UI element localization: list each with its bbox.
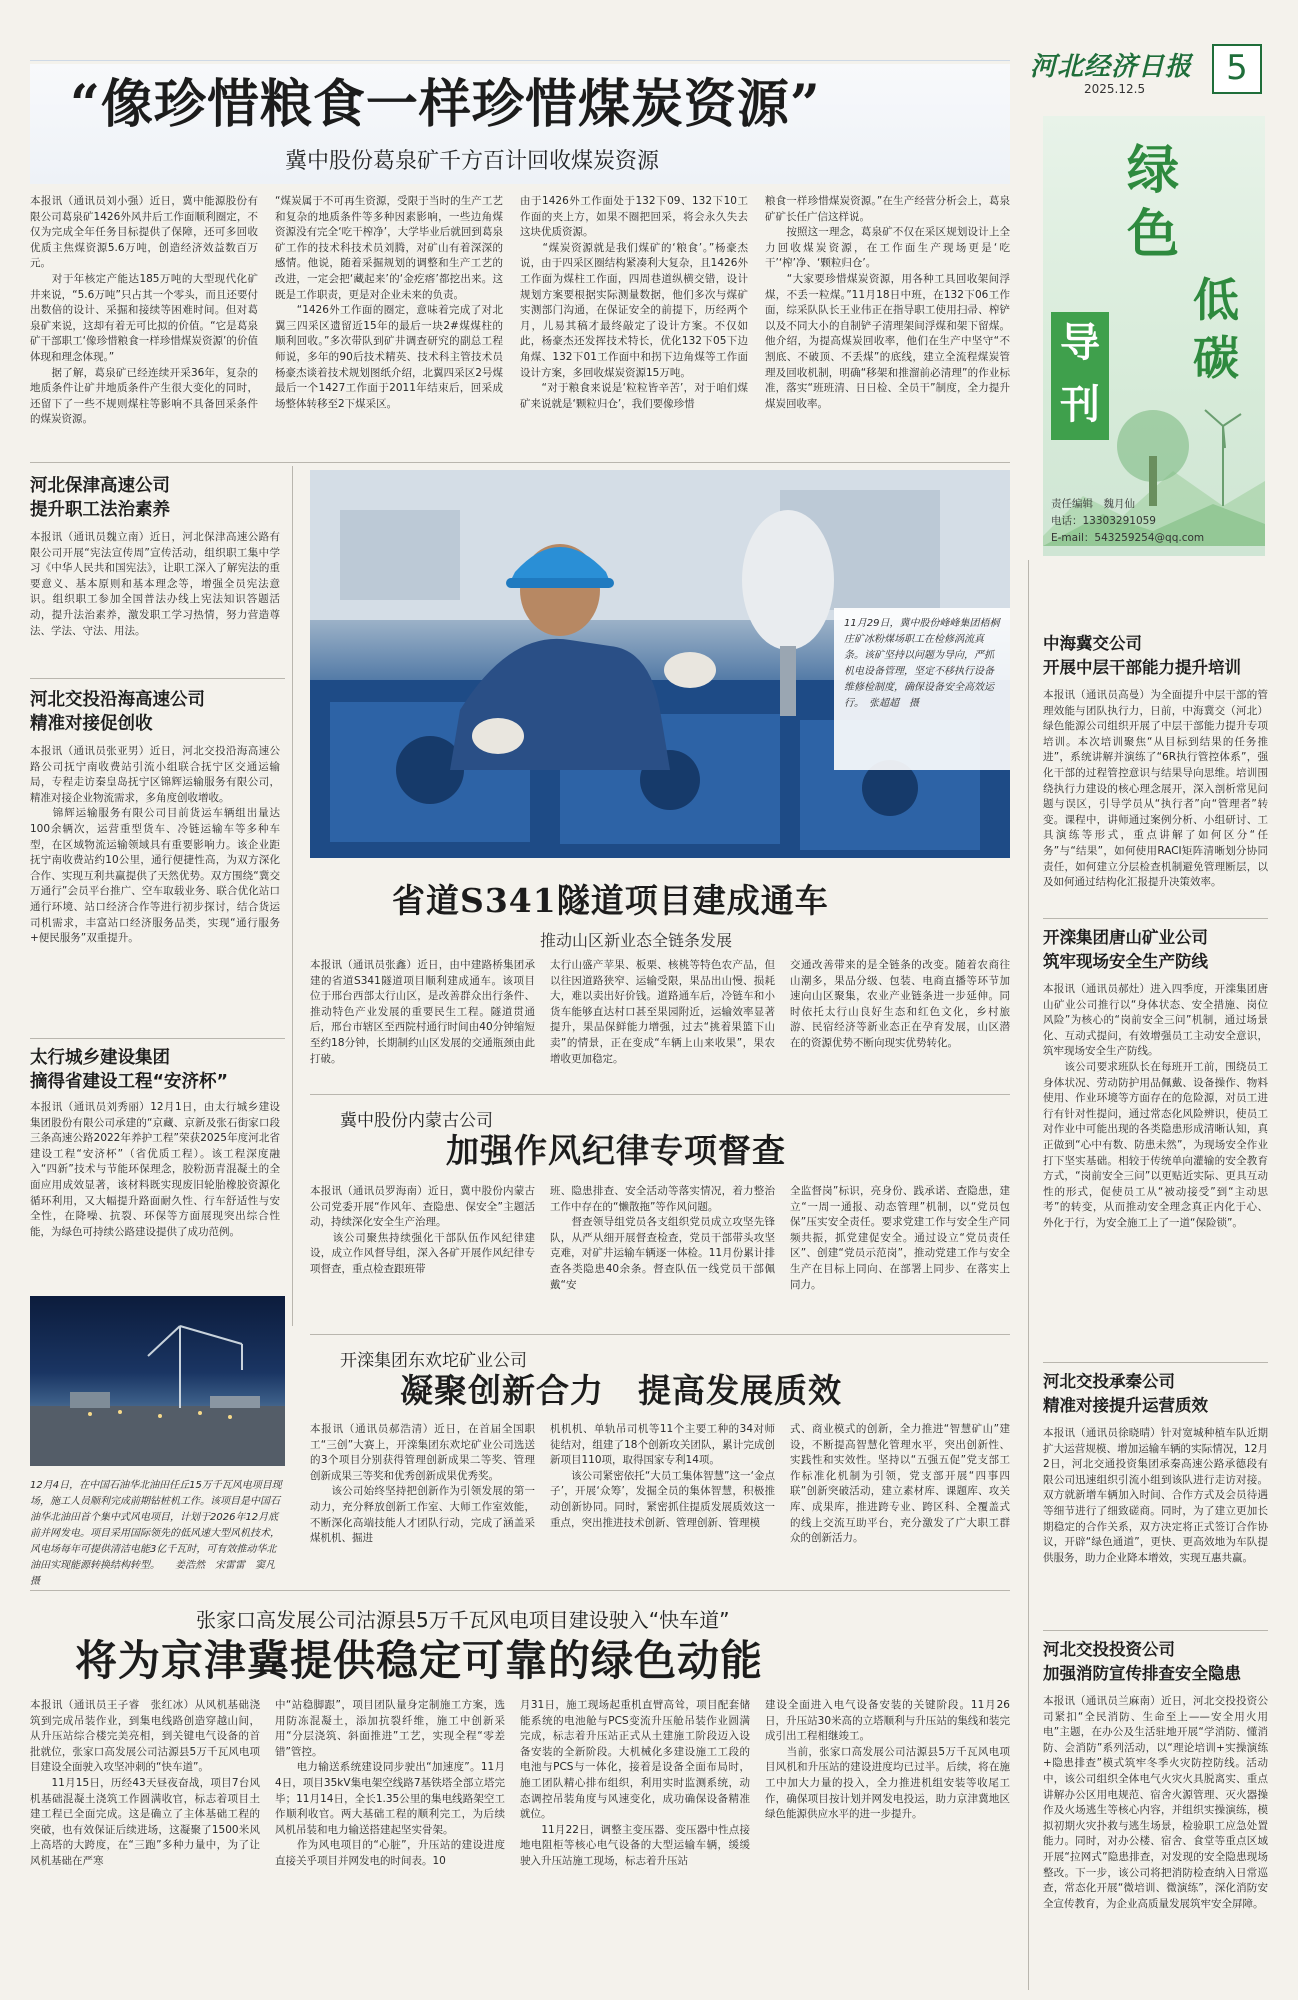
right-brief-2-title: 开滦集团唐山矿业公司 筑牢现场安全生产防线 — [1043, 928, 1208, 971]
wind-turbine-icon — [1205, 410, 1241, 506]
discipline-column-3: 全监督岗”标识，亮身份、践承诺、查隐患，建立“一周一通报、动态管理”机制，以“党员包保”压实安全责任。要求党建工作与安全生产同频共振，抓党建促安全。通过设立“党员责任区”、创建“党员示范岗”，推动党建工作与安全生产在目标上同向、在部署上同步、在落实上同力。 — [790, 1185, 1010, 1291]
wind-headline: 将为京津冀提供稳定可靠的绿色动能 — [75, 1636, 764, 1685]
masthead — [1030, 44, 1270, 104]
photo-wind-construction — [30, 1296, 285, 1466]
left-brief-3-title: 太行城乡建设集团 摘得省建设工程“安济杯” — [30, 1048, 229, 1092]
right-brief-3-title: 河北交投承秦公司 精准对接提升运营质效 — [1043, 1372, 1208, 1415]
tunnel-column-1: 本报讯（通讯员张鑫）近日，由中建路桥集团承建的省道S341隧道项目顺利建成通车。该项目位于邢台西部太行山区，是改善群众出行条件、推动特色产业发展的重要民生工程。隧道贯通后，邢台市辖区至西院村通行时间由40分钟缩短至约18分钟，长期制约山区发展的交通瓶颈由此打破。 — [310, 959, 535, 1065]
left-brief-2-title: 河北交投沿海高速公司 精准对接促创收 — [30, 690, 205, 734]
guide-title-3: 低 — [1193, 273, 1239, 327]
discipline-kicker: 冀中股份内蒙古公司 — [340, 1111, 493, 1131]
photo-main-caption: 11月29日，冀中股份峰峰集团梧桐庄矿冰粉煤场职工在检修涡流真条。该矿坚持以问题为导向，严抓机电设备管理，坚定不移执行设备维修检制度，确保设备安全高效运行。 张超超 摄 — [844, 618, 1000, 709]
photo-wind-caption: 12月4日，在中国石油华北油田任丘15万千瓦风电项目现场，施工人员顺利完成前期钻桩机工作。该项目是中国石油华北油田首个集中式风电项目，计划于2026年12月底前并网发电。项目采用国际领先的低风速大型风机技术，风电场每年可提供清洁电能3亿千瓦时，可有效推动华北油田实现能源转换结构转型。 姜浩然 宋雷雷 窦凡 摄 — [30, 1480, 285, 1587]
guide-label-2: 刊 — [1060, 382, 1100, 428]
tunnel-headline: 省道S341隧道项目建成通车 — [392, 881, 829, 920]
issue-date: 2025.12.5 — [1084, 82, 1146, 96]
right-brief-3-body: 本报讯（通讯员徐晓晴）针对宽城种植车队近期扩大运营规模、增加运输车辆的实际情况，12月2日，河北交通投资集团承秦高速公路承德段有限公司迅速组织引流小组到该队进行走访对接。双方就新增车辆加入时间、合作方式及会员待遇等细节进行了细致磋商。同时，为了建立更加长期稳定的合作关系，双方决定将正式签订合作协议，开辟“绿色通道”，更快、更高效地为车队提供服务，助力企业降本增效，实现互惠共赢。 — [1043, 1427, 1268, 1564]
innovation-kicker: 开滦集团东欢坨矿业公司 — [340, 1351, 527, 1371]
wind-column-1: 本报讯（通讯员王子睿 张红冰）从风机基础浇筑到完成吊装作业，到集电线路创造穿越山间，从升压站综合楼完美亮相，到关键电气设备的首批就位，张家口高发展公司沽源县5万千瓦风电项目建设全面驶入攻坚冲刺的“快车道”。 11月15日，历经43天昼夜奋战，项目7台风机基础混凝土浇筑工作圆满收官，标志着项目土建工程已全面完成。这是确立了主体基础工程的突破，也有效保证后续进场，这凝聚了1500米风上高塔的大跨度，在“三跑”多种力量中，为了让风机基础在严寒 — [30, 1699, 260, 1867]
tunnel-column-3: 交通改善带来的是全链条的改变。随着农商往山潮多，果品分级、包装、电商直播等环节加速向山区聚集，农业产业链条进一步延伸。同时依托太行山良好生态和红色文化，乡村旅游、民宿经济等新业态正在孕育发展，山区潜在的资源优势不断向现实优势转化。 — [790, 959, 1010, 1049]
lead-column-1: 本报讯（通讯员刘小强）近日，冀中能源股份有限公司葛泉矿1426外风井后工作面顺利圈定，不仅为完成全年任务目标提供了保障，还可多回收优质主焦煤资源5.6万吨，创造经济效益数百万元。 对于年核定产能达185万吨的大型现代化矿井来说，“5.6万吨”只占其一个零头，而且还要付出数倍的设计、采掘和接续等困难时间。但对葛泉矿来说，这却有着无可比拟的价值。“它是葛泉矿干部职工‘像珍惜粮食一样珍惜煤炭资源’的价值体现和理念体现。” 据了解，葛泉矿已经连续开采36年，复杂的地质条件让矿井地质条件产生很大变化的同时，还留下了一些不规则煤柱等影响不具备回采条件的煤炭资源。 — [30, 195, 258, 426]
lead-headline: “像珍惜粮食一样珍惜煤炭资源” — [70, 74, 821, 135]
innovation-headline: 凝聚创新合力 提高发展质效 — [400, 1371, 842, 1410]
page-number: 5 — [1226, 48, 1248, 88]
wind-column-2: 中“站稳脚跟”，项目团队量身定制施工方案，选用防冻混凝土，添加抗裂纤维，施工中创新采用“分层浇筑、斜面推进”工艺，实现全程“零差错”管控。 电力输送系统建设同步驶出“加速度”。11月4日，项目35kV集电架空线路7基铁塔全部立塔完毕；11月14日，全长1.35公里的集电线路架空工作顺利收官。两大基础工程的顺利完工，为后续风机吊装和电力输送搭建起坚实骨架。 作为风电项目的“心脏”，升压站的建设进度直接关乎项目并网发电的时间表。10 — [275, 1699, 505, 1867]
innovation-column-3: 式、商业模式的创新，全力推进“智慧矿山”建设，不断提高智慧化管理水平，突出创新性、实践性和实效性。坚持以“五强五促”党支部工作标准化机制为引领，党支部开展“四事四联”创新突破活动，建立素材库、课题库、攻关库、成果库，推进跨专业、跨区科、全覆盖式的线上交流互助平台，充分激发了广大职工群众的创新活力。 — [790, 1423, 1010, 1545]
lead-column-2: “煤炭属于不可再生资源，受限于当时的生产工艺和复杂的地质条件等多种因素影响，一些边角煤资源没有完全‘吃干榨净’，大学毕业后就回到葛泉矿工作的技术科技术员刘腾，对矿山有着深深的感情。他说，随着采掘规划的调整和生产工艺的改进，一定会把‘藏起来’的‘金疙瘩’都挖出来。这既是工作职责，更是对企业未来的负责。 “1426外工作面的圈定，意味着完成了对北翼三四采区遗留近15年的最后一块2#煤煤柱的顺利回收。”多次带队到矿井调查研究的副总工程师说，多年的90后技术精英、技术科主管技术员杨豪杰谈着技术规划图纸介绍，北翼四采区2号煤最后一个1427工作面于2011年结束后，回采成场整体转移至2下煤采区。 — [275, 195, 503, 410]
right-brief-4-title: 河北交投投资公司 加强消防宣传排查安全隐患 — [1043, 1640, 1241, 1683]
innovation-column-2: 机机机、单轨吊司机等11个主要工种的34对师徒结对，组建了18个创新攻关团队，累计完成创新项目110项，取得国家专利14项。 该公司紧密依托“大员工集体智慧”这一‘金点子’，开展‘众筹’，发掘全员的集体智慧，积极推动创新协同。同时，紧密抓住提质发展质效这一重点，突出推进技术创新、管理创新、管理模 — [550, 1423, 775, 1529]
lead-column-4: 粮食一样珍惜煤炭资源。”在生产经营分析会上，葛泉矿矿长任广信这样说。 按照这一理念，葛泉矿不仅在采区规划设计上全力回收煤炭资源，在工作面生产现场更是‘吃干’‘榨’净、‘颗粒归仓’。 “大家要珍惜煤炭资源，用各种工具回收架间浮煤，不丢一粒煤。”11月18日中班，在132下06工作面，综采队队长王业伟正在指导职工使用扫帚、榨铲以及不同大小的自制铲子清理架间浮煤和架下留煤。他介绍，为提高煤炭回收率，他们在生产中坚守“不割底、不破顶、不丢煤”的底线，建立全流程煤炭管理及回收机制，明确“移架和推溜前必清理”的作业标准，落实“班班清、日日检、全员干”制度，全力提升煤炭回收率。 — [765, 195, 1010, 410]
guide-title-4: 碳 — [1193, 331, 1239, 385]
guide-title-2: 色 — [1127, 204, 1180, 265]
wind-column-3: 月31日，施工现场起重机直臂高耸，项目配套储能系统的电池舱与PCS变流升压舱吊装作业圆满完成，标志着升压站正式从土建施工阶段迈入设备安装的全新阶段。大机械化多建设施工工段的电池与PCS与一体化，接着是设备全面布局时，施工团队精心排布组织，利用实时监测系统，动态调控吊装角度与风速变化，成功确保设备精准就位。 11月22日，调整主变压器、变压器中性点接地电阻柜等核心电气设备的大型运输车辆，缓缓驶入升压站施工现场，标志着升压站 — [520, 1699, 750, 1867]
tunnel-column-2: 太行山盛产苹果、板栗、核桃等特色农产品，但以往因道路狭窄、运输受限，果品出山慢、损耗大，难以卖出好价钱。道路通车后，冷链车和小货车能够直达村口甚至果园附近，运输效率显著提升，果品保鲜能力增强，过去“挑着果篮下山卖”的情景，正在变成“车辆上山来收果”，果农增收更加稳定。 — [550, 959, 775, 1065]
left-brief-3-body: 本报讯（通讯员刘秀丽）12月1日，由太行城乡建设集团股份有限公司承建的“京藏、京新及张石街家口段三条高速公路2022年养护工程”荣获2025年度河北省建设工程“安济杯”（省优质工程）。该工程深度融入“四新”技术与节能环保理念，胶粉沥青混凝土的全面应用成效显著，该材料既实现废旧轮胎橡胶资源化循环利用，又大幅提升路面耐久性、行车舒适性与安全性，在降噪、抗裂、环保等方面展现突出综合性能，为绿色可持续公路建设提供了成功范例。 — [30, 1101, 280, 1238]
left-brief-2-body: 本报讯（通讯员张亚男）近日，河北交投沿海高速公路公司抚宁南收费站引流小组联合抚宁区交通运输局，专程走访秦皇岛抚宁区锦辉运输服务有限公司，精准对接企业物流需求，多角度创收增收。 锦辉运输服务有限公司目前货运车辆组出量达100余辆次，运营重型货车、冷链运输车等多种车型，在区域物流运输领域具有重要影响力。该企业距抚宁南收费站约10公里，通行便捷性高，为双方深化合作、实现互利共赢提供了天然优势。双方围绕“冀交万通行”会员平台推广、空车取载业务、联合优化站口通行环境、站口经济合作等进行初步探讨，结合货运司机需求，丰富站口经济服务品类，实现“通行服务+便民服务”双重提升。 — [30, 745, 280, 945]
page-number-box — [1212, 44, 1262, 94]
paper-name: 河北经济日报 — [1030, 52, 1193, 82]
innovation-column-1: 本报讯（通讯员郝浩清）近日，在首届全国职工“三创”大赛上，开滦集团东欢坨矿业公司选送的3个项目分别获得管理创新成果二等奖、管理创新成果三等奖和优秀创新成果优秀奖。 该公司始终坚持把创新作为引领发展的第一动力，充分释放创新工作室、大师工作室效能，不断深化高端技能人才团队行动，完成了涵盖采煤机机、掘进 — [310, 1423, 535, 1545]
photo-main-caption-box — [834, 608, 1010, 770]
right-brief-4-body: 本报讯（通讯员兰麻南）近日，河北交投投资公司紧扣“全民消防、生命至上——安全用火用电”主题，在办公及生活驻地开展“学消防、懂消防、会消防”系列活动，以“理论培训+实操演练+隐患排查”模式筑牢冬季火灾防控防线。活动中，该公司组织全体电气火灾火具脱离实、重点讲解办公区用电规范、宿舍火源管理、灭火器操作及火场逃生等核心内容，并组织实操演练，模拟初期火灾扑救与逃生场景，检验职工应急处置能力。同时，对办公楼、宿舍、食堂等重点区域开展“拉网式”隐患排查，对发现的安全隐患现场整改。下一步，该公司将把消防检查纳入日常巡查，常态化开展“微培训、微演练”，深化消防安全宣传教育，为企业高质量发展筑牢安全屏障。 — [1043, 1695, 1268, 1910]
lead-column-3: 由于1426外工作面处于132下09、132下10工作面的夹上方，如果不圈把回采，将会永久失去这块优质资源。 “煤炭资源就是我们煤矿的‘粮食’。”杨豪杰说，由于四采区圈结构紧凑利大复杂，且1426外工作面为煤柱工作面，四周巷道纵横交错，设计规划方案要根据实际测量数据，他们多次与煤矿实测部门沟通，在保证安全的前提下，历经两个月，儿易其稿才最终敲定了设计方案。不仅如此，杨豪杰还发挥技术特长，优化132下05下边角煤、132下01工作面中和拐下边角煤等工作面设计方案，多回收煤炭资源15万吨。 “对于粮食来说是‘粒粒皆辛苦’，对于咱们煤矿来说就是‘颗粒归仓’，我们要像珍惜 — [520, 195, 748, 410]
guide-label-1: 导 — [1060, 320, 1100, 366]
construction-scene-icon — [30, 1296, 285, 1466]
left-brief-1-title: 河北保津高速公司 提升职工法治素养 — [30, 476, 170, 520]
tunnel-subheadline: 推动山区新业态全链条发展 — [540, 931, 733, 950]
wind-kicker: 张家口高发展公司沽源县5万千瓦风电项目建设驶入“快车道” — [196, 1608, 730, 1632]
right-brief-2-body: 本报讯（通讯员郝灶）进入四季度，开滦集团唐山矿业公司推行以“身体状态、安全措施、岗位风险”为核心的“岗前安全三问”机制，通过场景化、互动式提问，有效增强员工主动安全意识，筑牢现场安全生产防线。 该公司要求班队长在每班开工前，围绕员工身体状况、劳动防护用品佩戴、设备操作、物料使用、作业环境等方面存在的危险源，对员工进行有针对性提问，通过常态化风险辨识，使员工对作业中可能出现的各类隐患形成清晰认知，真正做到“心中有数、防患未然”，为现场安全作业打下坚实基础。相较于传统单向灌输的安全教育方式，“岗前安全三问”以更贴近实际、更具互动性的形式，促使员工从“被动接受”到“主动思考”的转变，从而推动安全理念真正内化于心、外化于行，为安全施工上了一道“保险锁”。 — [1043, 983, 1268, 1229]
guide-title-1: 绿 — [1127, 140, 1180, 201]
guide-editor: 责任编辑 魏月仙 — [1051, 498, 1135, 510]
discipline-column-2: 班、隐患排查、安全活动等落实情况，着力整治工作中存在的“懒散拖”等作风问题。 督查领导组党员各支组织党员成立攻坚先锋队，从严从细开展督查检查，党员干部带头攻坚克难，对矿井运输车辆逐一体检。11月份累计排查各类隐患40余条。督查队伍一线党员干部佩戴“安 — [550, 1185, 775, 1291]
guide-column — [1043, 116, 1265, 556]
right-brief-1-body: 本报讯（通讯员高曼）为全面提升中层干部的管理效能与团队执行力，日前，中海冀交（河北）绿色能源公司组织开展了中层干部能力提升专项培训。本次培训聚焦“从目标到结果的任务推进”，系统讲解并演练了“6R执行管控体系”，强化干部的过程管控意识与结果导向思维。培训围绕执行力建设的核心理念展开，深入剖析常见问题与误区，引导学员从“执行者”向“管理者”转变。课程中，讲师通过案例分析、小组研讨、工具演练等形式，重点讲解了如何区分“任务”与“结果”，如何使用RACI矩阵清晰划分协同责任，如何建立分层检查机制避免管理断层，以及如何通过结构化汇报提升决策效率。 — [1043, 689, 1268, 889]
left-brief-1-body: 本报讯（通讯员魏立南）近日，河北保津高速公路有限公司开展“宪法宣传周”宣传活动，组织职工集中学习《中华人民共和国宪法》，让职工深入了解宪法的重要意义、基本原则和基本理念等，增强全员宪法意识。组织职工参加全国普法办线上宪法知识答题活动，提升法治素养，激发职工学习热情，努力营造尊法、学法、守法、用法。 — [30, 531, 280, 637]
guide-email: E-mail：543259254@qq.com — [1051, 532, 1205, 544]
wind-column-4: 建设全面进入电气设备安装的关键阶段。11月26日，升压站30米高的立塔顺利与升压站的集线和装完成引出工程相继竣工。 当前，张家口高发展公司沽源县5万千瓦风电项目风机和升压站的建设进度均已过半。后续，将在施工中加大力量的投入，全力推进机组安装等收尾工作，确保项目按计划并网发电投运，助力京津冀地区绿色能源供应水平的进一步提升。 — [765, 1699, 1010, 1821]
discipline-headline: 加强作风纪律专项督查 — [446, 1131, 786, 1170]
guide-phone: 电话：13303291059 — [1051, 515, 1156, 527]
right-brief-1-title: 中海冀交公司 开展中层干部能力提升培训 — [1043, 634, 1241, 677]
discipline-column-1: 本报讯（通讯员罗海南）近日，冀中股份内蒙古公司党委开展“作风年、查隐患、保安全”主题活动，持续深化安全生产治理。 该公司聚焦持续强化干部队伍作风纪律建设，成立作风督导组，深入各矿开展作风纪律专项督查，重点检查跟班带 — [310, 1185, 535, 1275]
lead-subheadline: 冀中股份葛泉矿千方百计回收煤炭资源 — [285, 149, 660, 174]
